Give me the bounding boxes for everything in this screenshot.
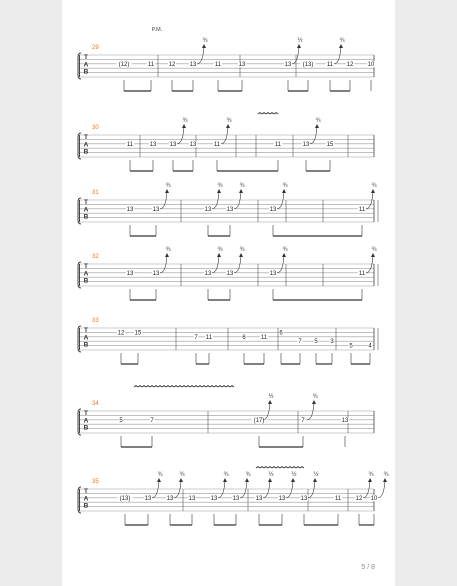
fret-number: 7 [194,334,198,341]
fret-number: 13 [341,417,349,424]
bend-arrow [217,253,221,257]
measure-number: 32 [92,254,99,260]
fret-number: 10 [370,495,378,502]
bend-arrow [223,478,227,482]
tab-clef-letter: A [83,141,89,149]
bend-amount: ½ [268,394,274,400]
bend-arrow [226,124,230,128]
measure-number: 29 [92,45,99,51]
bend-amount: ¾ [282,247,288,253]
bend-arrow [291,478,295,482]
tab-clef-letter: B [83,213,89,221]
fret-number: 7 [150,417,154,424]
bend-arrow [165,189,169,193]
tab-clef-letter: B [83,148,89,156]
bend-amount: ¾ [239,183,245,189]
measure-number: 30 [92,125,99,131]
tab-system-30 [78,118,374,171]
fret-number: 13 [232,495,240,502]
fret-number: 13 [238,61,246,68]
bend-arrow [297,44,301,48]
tab-clef-letter: T [84,134,88,141]
page-number: 5 / 8 [361,564,375,571]
bend-amount: ¾ [315,118,321,124]
fret-number: 13 [255,495,263,502]
fret-number: 13 [189,61,197,68]
fret-number: 11 [260,334,268,341]
bend-amount: ¾ [179,472,185,478]
tab-clef-letter: A [83,270,89,278]
bend-amount: ½ [297,38,303,44]
fret-number: 13 [302,141,310,148]
tab-clef-letter: A [83,334,89,342]
bend-arrow [282,189,286,193]
bend-amount: ¾ [202,38,208,44]
fret-number: 6 [279,330,283,337]
vibrato-mark [134,386,234,388]
bend-amount: ¾ [371,183,377,189]
fret-number: 11 [126,141,134,148]
tab-system-31 [78,183,378,236]
fret-number: 13 [152,206,160,213]
fret-number: 6 [242,334,246,341]
fret-number: 5 [349,343,353,350]
bend-arrow [282,253,286,257]
bend-arrow [217,189,221,193]
fret-number: 13 [300,495,308,502]
fret-number: 11 [358,206,366,213]
bend-amount: ¾ [157,472,163,478]
bend-arrow [239,189,243,193]
bend-amount: ¾ [368,472,374,478]
fret-number: 3 [330,339,334,346]
fret-number: 13 [126,206,134,213]
fret-number: 12 [346,61,354,68]
fret-number: 12 [355,495,363,502]
tab-clef-letter: A [83,417,89,425]
fret-number: 7 [301,417,305,424]
fret-number: 5 [119,417,123,424]
bend-arrow [268,478,272,482]
score-page [62,0,395,586]
fret-number: 13 [188,495,196,502]
tab-clef-letter: A [83,206,89,214]
bend-amount: ¾ [182,118,188,124]
fret-number: 11 [205,334,213,341]
fret-number: 13 [149,141,157,148]
fret-number: 11 [147,61,155,68]
fret-number: 11 [358,270,366,277]
bend-amount: ¾ [245,472,251,478]
bend-amount: ½ [268,472,274,478]
bend-amount: ¾ [371,247,377,253]
tab-clef-letter: B [83,277,89,285]
bend-arrow [202,44,206,48]
bend-amount: ¾ [312,394,318,400]
palm-mute-label: P.M. [151,27,163,33]
fret-number: (13) [302,61,314,68]
bend-amount: ¾ [339,38,345,44]
fret-number: 11 [213,141,221,148]
fret-number: 13 [169,141,177,148]
fret-number: 13 [144,495,152,502]
bend-arrow [383,478,387,482]
fret-number: 13 [278,495,286,502]
tab-clef-letter: A [83,61,89,69]
tab-system-35 [78,471,389,525]
fret-number: 13 [126,270,134,277]
tab-clef-letter: B [83,341,89,349]
fret-number: 13 [269,206,277,213]
fret-number: 7 [298,339,302,346]
fret-number: 13 [204,270,212,277]
tab-system-32 [78,247,378,300]
bend-amount: ¾ [383,472,389,478]
measure-number: 35 [92,479,99,485]
fret-number: 13 [269,270,277,277]
bend-arrow [368,478,372,482]
measure-number: 34 [92,401,99,407]
tab-system-33 [78,318,378,364]
bend-arrow [371,253,375,257]
tab-score [62,0,395,586]
tab-system-34 [78,393,374,447]
bend-arrow [339,44,343,48]
tab-clef-letter: T [84,263,88,270]
bend-arrow [245,478,249,482]
bend-arrow [312,400,316,404]
fret-number: 5 [314,339,318,346]
fret-number: 13 [210,495,218,502]
bend-amount: ¾ [165,247,171,253]
fret-number: (13) [119,495,131,502]
fret-number: 15 [326,141,334,148]
tab-clef-letter: B [83,68,89,76]
fret-number: 12 [168,61,176,68]
bend-curve [378,480,385,498]
bend-arrow [182,124,186,128]
measure-number: 31 [92,190,99,196]
tab-clef-letter: A [83,495,89,503]
tab-clef-letter: T [84,199,88,206]
fret-number: 11 [274,141,282,148]
fret-number: 11 [326,61,334,68]
bend-amount: ¾ [239,247,245,253]
fret-number: 13 [204,206,212,213]
fret-number: 10 [367,61,375,68]
bend-amount: ¾ [217,183,223,189]
measure-number: 33 [92,318,99,324]
bend-arrow [157,478,161,482]
fret-number: 12 [117,330,125,337]
fret-number: 11 [214,61,222,68]
bend-arrow [179,478,183,482]
tab-clef-letter: B [83,502,89,510]
fret-number: 13 [189,141,197,148]
tab-clef-letter: T [84,488,88,495]
fret-number: 13 [226,270,234,277]
bend-amount: ¾ [282,183,288,189]
bend-amount: ¾ [217,247,223,253]
bend-arrow [239,253,243,257]
fret-number: 11 [334,495,342,502]
bend-amount: ¾ [226,118,232,124]
bend-arrow [315,124,319,128]
vibrato-mark [256,467,304,469]
fret-number: 13 [284,61,292,68]
fret-number: 13 [226,206,234,213]
fret-number: 13 [152,270,160,277]
bend-arrow [313,478,317,482]
fret-number: 13 [166,495,174,502]
bend-arrow [165,253,169,257]
fret-number: (12) [118,61,130,68]
fret-number: 15 [134,330,142,337]
bend-amount: ¾ [165,183,171,189]
bend-amount: ½ [291,472,297,478]
bend-amount: ½ [313,472,319,478]
tab-clef-letter: T [84,327,88,334]
bend-amount: ¾ [223,472,229,478]
fret-number: 4 [368,343,372,350]
bend-arrow [268,400,272,404]
vibrato-mark [258,113,278,115]
tab-clef-letter: T [84,54,88,61]
fret-number: (17) [253,417,265,424]
tab-system-29 [78,37,375,91]
tab-clef-letter: T [84,410,88,417]
tab-clef-letter: B [83,424,89,432]
bend-arrow [371,189,375,193]
